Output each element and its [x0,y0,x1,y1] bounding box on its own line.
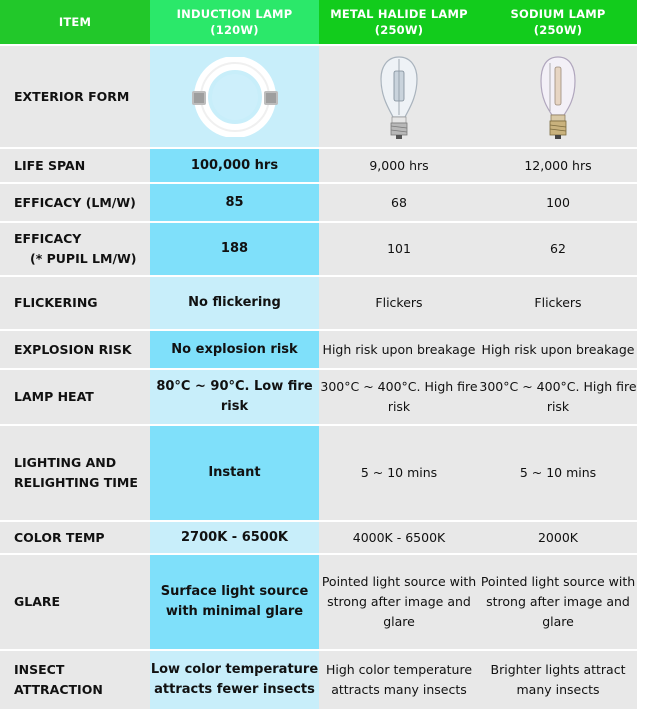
metal-life-span: 9,000 hrs [319,148,479,183]
induction-explosion-risk: No explosion risk [150,330,319,369]
label-color-temp: COLOR TEMP [0,521,150,554]
row-lighting-time [0,425,637,521]
induction-color-temp: 2700K - 6500K [150,521,319,554]
label-explosion-risk: EXPLOSION RISK [0,330,150,369]
row-exterior-form [0,45,637,148]
row-life-span [0,148,637,183]
label-insect-attraction: INSECT ATTRACTION [0,650,150,709]
label-glare: GLARE [0,554,150,650]
induction-life-span: 100,000 hrs [150,148,319,183]
row-efficacy [0,183,637,222]
label-life-span: LIFE SPAN [0,148,150,183]
induction-lamp-heat: 80°C ~ 90°C. Low fire risk [150,369,319,425]
metal-color-temp: 4000K - 6500K [319,521,479,554]
header-induction-lamp: INDUCTION LAMP (120W) [150,0,319,45]
metal-pupil-efficacy: 101 [319,222,479,276]
label-efficacy: EFFICACY (LM/W) [0,183,150,222]
metal-efficacy: 68 [319,183,479,222]
metal-lamp-heat: 300°C ~ 400°C. High fire risk [319,369,479,425]
row-glare [0,554,637,650]
sodium-flickering: Flickers [479,276,637,330]
row-lamp-heat [0,369,637,425]
row-explosion-risk [0,330,637,369]
sodium-insect-attraction: Brighter lights attract many insects [479,650,637,709]
sodium-bulb-icon [528,53,588,141]
metal-insect-attraction: High color temperature attracts many insects [319,650,479,709]
header-metal-halide-lamp: METAL HALIDE LAMP (250W) [319,0,479,45]
metal-lighting-time: 5 ~ 10 mins [319,425,479,521]
label-pupil-efficacy: EFFICACY (* PUPIL LM/W) [0,222,150,276]
sodium-lamp-heat: 300°C ~ 400°C. High fire risk [479,369,637,425]
label-lighting-time: LIGHTING AND RELIGHTING TIME [0,425,150,521]
sodium-life-span: 12,000 hrs [479,148,637,183]
sodium-efficacy: 100 [479,183,637,222]
metal-flickering: Flickers [319,276,479,330]
row-pupil-efficacy [0,222,637,276]
label-flickering: FLICKERING [0,276,150,330]
induction-insect-attraction: Low color temperature attracts fewer insects [150,650,319,709]
metal-glare: Pointed light source with strong after image and glare [319,554,479,650]
induction-glare: Surface light source with minimal glare [150,554,319,650]
metal-explosion-risk: High risk upon breakage [319,330,479,369]
metal-halide-image-cell [319,45,479,148]
header-item: ITEM [0,0,150,45]
metal-halide-bulb-icon [369,53,429,141]
row-insect-attraction [0,650,637,709]
induction-flickering: No flickering [150,276,319,330]
induction-lamp-icon [190,57,280,137]
induction-pupil-efficacy: 188 [150,222,319,276]
sodium-color-temp: 2000K [479,521,637,554]
induction-lighting-time: Instant [150,425,319,521]
induction-efficacy: 85 [150,183,319,222]
sodium-glare: Pointed light source with strong after image and glare [479,554,637,650]
label-lamp-heat: LAMP HEAT [0,369,150,425]
sodium-pupil-efficacy: 62 [479,222,637,276]
sodium-explosion-risk: High risk upon breakage [479,330,637,369]
sodium-lamp-image-cell [479,45,637,148]
sodium-lighting-time: 5 ~ 10 mins [479,425,637,521]
header-sodium-lamp: SODIUM LAMP (250W) [479,0,637,45]
induction-lamp-image-cell [150,45,319,148]
row-color-temp [0,521,637,554]
label-exterior-form: EXTERIOR FORM [0,45,150,148]
row-flickering [0,276,637,330]
header-row [0,0,637,45]
